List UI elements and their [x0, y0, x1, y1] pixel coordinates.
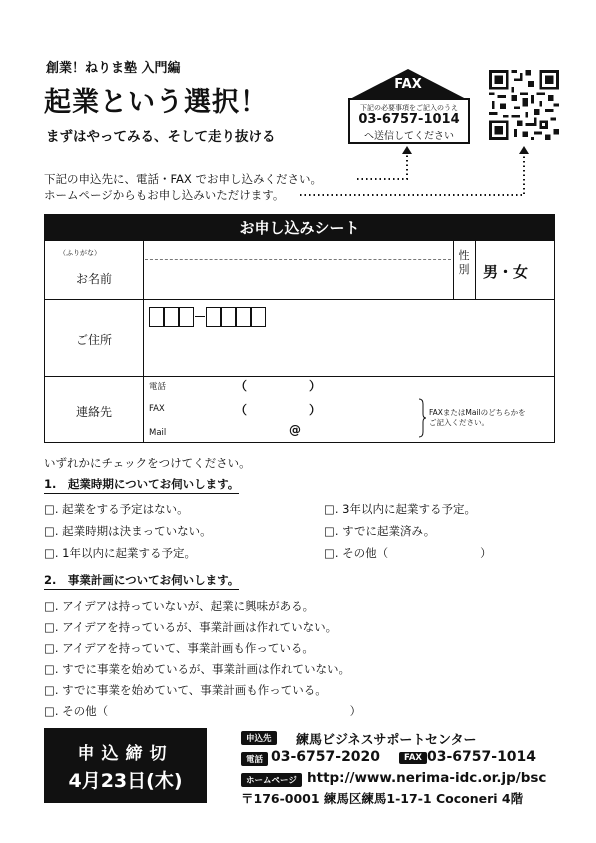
- phone-tag: 電話: [241, 752, 268, 766]
- brace-icon: [417, 398, 427, 438]
- deadline-box: [44, 728, 207, 803]
- fax-send-text: へ送信してください: [364, 131, 454, 142]
- phone-paren-open: （: [235, 379, 248, 393]
- name-label: お名前: [75, 272, 112, 286]
- name-input[interactable]: [145, 261, 451, 297]
- postal-code-box[interactable]: [164, 307, 179, 327]
- postal-code-box[interactable]: [149, 307, 164, 327]
- deadline-date: 4月23日(木): [68, 770, 183, 792]
- column-divider: [475, 241, 476, 299]
- section1-title: 1. 起業時期についてお伺いします。: [44, 476, 239, 494]
- application-form: [44, 214, 555, 443]
- contact-note: FAXまたはMailのどちらかを ご記入ください。: [429, 408, 526, 427]
- gender-choice[interactable]: 男・女: [483, 263, 529, 281]
- furigana-divider: [145, 259, 451, 260]
- gender-label: 性別: [458, 249, 470, 276]
- address-input[interactable]: [145, 329, 550, 373]
- fax-number-footer: 03-6757-1014: [427, 749, 537, 765]
- row-divider: [45, 299, 554, 300]
- section2-option[interactable]: □. すでに事業を始めていて、事業計画も作っている。: [44, 683, 327, 697]
- fax-paren-open: （: [235, 403, 248, 417]
- intro-line-1: 下記の申込先に、電話・FAX でお申し込みください。: [44, 172, 322, 186]
- column-divider: [143, 241, 144, 442]
- section1-option[interactable]: □. 起業をする予定はない。: [44, 502, 189, 516]
- form-title: お申し込みシート: [45, 215, 554, 241]
- section1-option[interactable]: □. 1年以内に起業する予定。: [44, 546, 196, 560]
- fax-number: 03-6757-1014: [358, 112, 460, 127]
- postal-code-dash: [195, 316, 205, 317]
- section2-option[interactable]: □. すでに事業を始めているが、事業計画は作れていない。: [44, 662, 351, 676]
- phone-key: 電話: [149, 382, 167, 392]
- postal-code-box[interactable]: [236, 307, 251, 327]
- deadline-label: 申込締切: [77, 744, 174, 764]
- fax-paren-close: ）: [309, 403, 322, 417]
- furigana-input[interactable]: [145, 243, 451, 258]
- furigana-label: （ふりがな）: [59, 249, 101, 257]
- section2-option[interactable]: □. アイデアは持っていないが、起業に興味がある。: [44, 599, 315, 613]
- column-divider: [453, 241, 454, 299]
- address-label: ご住所: [75, 333, 112, 347]
- section1-option[interactable]: □. すでに起業済み。: [324, 524, 436, 538]
- postal-code-box[interactable]: [251, 307, 266, 327]
- fax-tag: FAX: [399, 752, 427, 764]
- contact-label: 連絡先: [75, 405, 112, 419]
- fax-key: FAX: [149, 404, 165, 414]
- check-instruction: いずれかにチェックをつけてください。: [44, 456, 251, 470]
- fax-input[interactable]: [195, 401, 415, 419]
- phone-number: 03-6757-2020: [271, 749, 381, 765]
- section2-option[interactable]: □. アイデアを持っているが、事業計画は作れていない。: [44, 620, 338, 634]
- section2-option[interactable]: □. その他（ ）: [44, 704, 362, 718]
- postal-code-box[interactable]: [206, 307, 221, 327]
- fax-box: [348, 98, 470, 144]
- website-url[interactable]: http://www.nerima-idc.or.jp/bsc: [307, 770, 547, 786]
- fax-label: FAX: [394, 77, 422, 92]
- mail-key: Mail: [149, 428, 167, 438]
- phone-paren-close: ）: [309, 379, 322, 393]
- series-title: 創業！ねりま塾 入門編: [46, 61, 181, 76]
- web-tag: ホームページ: [241, 773, 302, 787]
- postal-code-box[interactable]: [179, 307, 194, 327]
- section1-option[interactable]: □. その他（ ）: [324, 546, 492, 560]
- mail-at-sign: @: [289, 423, 301, 437]
- fax-badge: [346, 68, 470, 142]
- tagline: まずはやってみる、そして走り抜ける: [46, 129, 276, 145]
- mail-input[interactable]: [195, 423, 415, 440]
- section1-option[interactable]: □. 3年以内に起業する予定。: [324, 502, 476, 516]
- organization-name: 練馬ビジネスサポートセンター: [296, 733, 477, 748]
- intro-line-2: ホームページからもお申し込みいただけます。: [44, 188, 285, 202]
- address-line: 〒176-0001 練馬区練馬1-17-1 Coconeri 4階: [241, 791, 524, 806]
- phone-input[interactable]: [195, 377, 415, 395]
- headline: 起業という選択！: [44, 87, 268, 118]
- section2-option[interactable]: □. アイデアを持っていて、事業計画も作っている。: [44, 641, 314, 655]
- section1-option[interactable]: □. 起業時期は決まっていない。: [44, 524, 212, 538]
- qr-code-icon: [489, 70, 559, 140]
- apply-tag: 申込先: [241, 731, 277, 745]
- postal-code-box[interactable]: [221, 307, 236, 327]
- section2-title: 2. 事業計画についてお伺いします。: [44, 572, 239, 590]
- fax-note: 下記の必要事項をご記入のうえ: [360, 104, 458, 112]
